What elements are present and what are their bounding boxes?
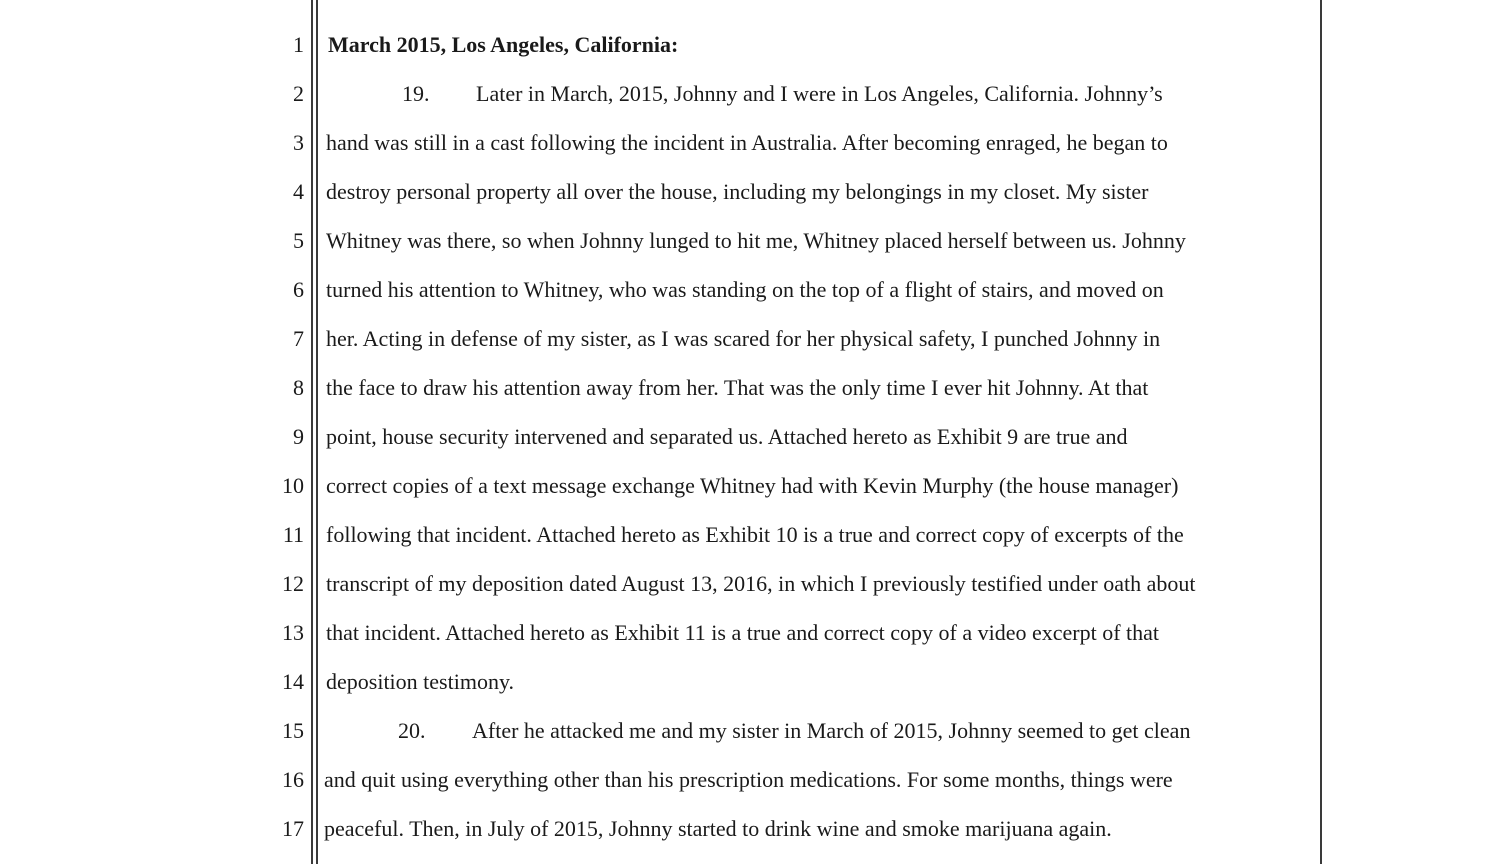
line-number: 16 (282, 767, 304, 792)
paragraph-line: and quit using everything other than his prescription medications. For some months, things were (324, 767, 1173, 792)
line-number: 17 (282, 816, 304, 841)
paragraph-line: her. Acting in defense of my sister, as I was scared for her physical safety, I punched Johnny in (326, 326, 1161, 351)
paragraph-line: transcript of my deposition dated August 13, 2016, in which I previously testified under oath about (326, 571, 1196, 596)
paragraph-line: point, house security intervened and separated us. Attached hereto as Exhibit 9 are true and (326, 424, 1128, 449)
line-number: 7 (293, 326, 304, 351)
right-margin-rule (1320, 0, 1322, 864)
paragraph-20-first-line (398, 718, 1190, 744)
paragraph-text: Later in March, 2015, Johnny and I were in Los Angeles, California. Johnny’s (476, 81, 1163, 106)
line-number: 4 (293, 179, 304, 204)
line-number: 10 (282, 473, 304, 498)
line-number: 1 (293, 32, 304, 57)
line-number: 12 (282, 571, 304, 596)
section-heading: March 2015, Los Angeles, California: (328, 32, 679, 57)
paragraph-line: peaceful. Then, in July of 2015, Johnny started to drink wine and smoke marijuana again. (324, 816, 1112, 841)
line-number: 2 (293, 81, 304, 106)
paragraph-text: After he attacked me and my sister in March of 2015, Johnny seemed to get clean (472, 718, 1191, 743)
paragraph-line: the face to draw his attention away from her. That was the only time I ever hit Johnny. At that (326, 375, 1149, 400)
paragraph-line: deposition testimony. (326, 669, 515, 694)
paragraph-line: correct copies of a text message exchange Whitney had with Kevin Murphy (the house manager) (326, 473, 1179, 498)
left-margin-rule-outer (311, 0, 313, 864)
paragraph-number: 19. (402, 81, 430, 106)
paragraph-number: 20. (398, 718, 426, 743)
paragraph-line: turned his attention to Whitney, who was standing on the top of a flight of stairs, and moved on (326, 277, 1164, 302)
line-number: 5 (293, 228, 304, 253)
paragraph-line: destroy personal property all over the house, including my belongings in my closet. My sister (326, 179, 1149, 204)
paragraph-19-first-line (402, 81, 1163, 107)
paragraph-line: that incident. Attached hereto as Exhibit 11 is a true and correct copy of a video excerpt of that (326, 620, 1160, 645)
paragraph-line: hand was still in a cast following the incident in Australia. After becoming enraged, he began to (326, 130, 1168, 155)
paragraph-line: following that incident. Attached hereto as Exhibit 10 is a true and correct copy of excerpts of the (326, 522, 1184, 547)
line-number: 9 (293, 424, 304, 449)
line-number: 14 (282, 669, 304, 694)
line-number: 15 (282, 718, 304, 743)
line-number: 6 (293, 277, 304, 302)
line-number: 3 (293, 130, 304, 155)
left-margin-rule-inner (316, 0, 318, 864)
line-number: 11 (282, 522, 304, 547)
line-number: 13 (282, 620, 304, 645)
paragraph-line: Whitney was there, so when Johnny lunged to hit me, Whitney placed herself between us. Johnny (326, 228, 1186, 253)
line-number: 8 (293, 375, 304, 400)
